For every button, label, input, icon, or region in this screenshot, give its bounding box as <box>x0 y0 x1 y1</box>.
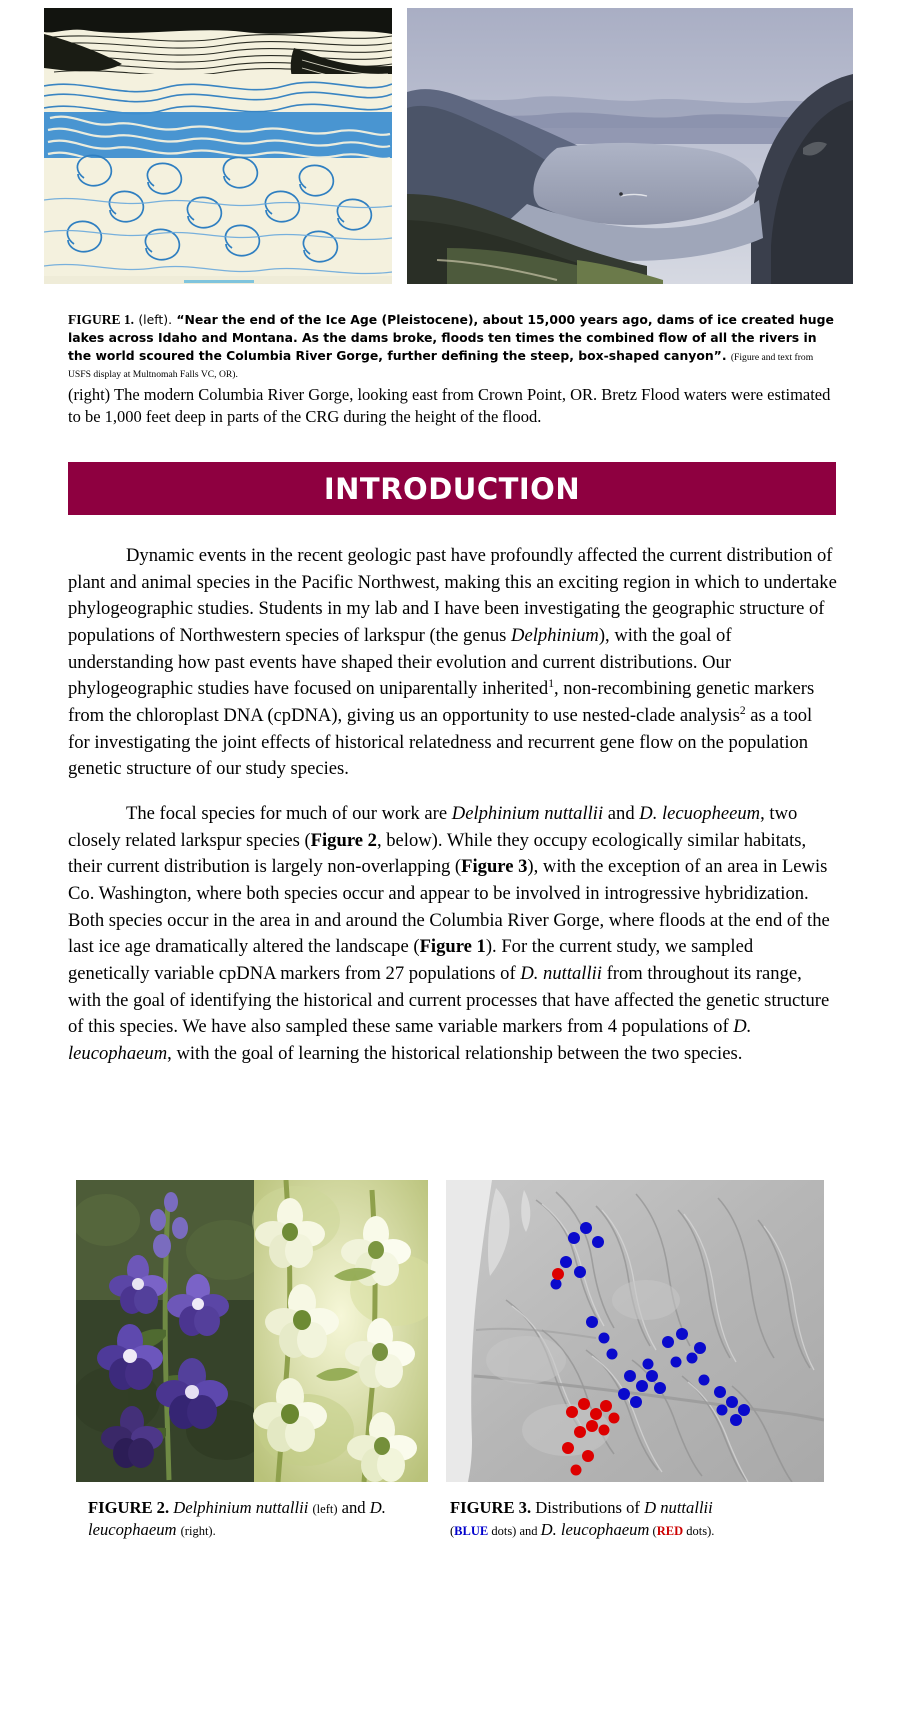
figure-1-images <box>0 8 900 286</box>
p2-part4: , below). While they occupy ecologically similar habitats, their current distribution is largely non-overlapping ( <box>68 829 807 878</box>
section-banner <box>68 462 836 515</box>
p2-part6: ). For the current study, we sampled genetically variable cpDNA markers from 27 populations of <box>68 936 754 985</box>
distribution-map <box>446 1180 824 1482</box>
paragraph-1 <box>68 543 838 783</box>
p2-ref-figure-1: Figure 1 <box>419 936 486 958</box>
figure-2-caption <box>88 1497 424 1541</box>
p2-part7: from throughout its range, with the goal of identifying the historical and current processes that have affected the genetic structure of this species. We have also sampled these same variable markers from 4 populations of <box>68 963 830 1038</box>
figure-2-and: and <box>337 1498 370 1517</box>
figure-1-left-tag: (left). <box>138 312 173 327</box>
figure-1-caption-bottom <box>68 384 836 428</box>
p2-part5: ), with the exception of an area in Lewis Co. Washington, where both species occur and appear to be involved in introgressive hybridization. Both species occur in the area in and around the Columbia River Gorge, where floods at the end of the last ice age dramatically altered the landscape ( <box>68 856 830 958</box>
page-title: INTRODUCTION <box>323 471 581 506</box>
p2-species-nuttallii-2: D. nuttallii <box>520 963 602 985</box>
figure-1-caption <box>68 310 836 428</box>
paragraph-2 <box>68 801 838 1068</box>
figure-2-images <box>76 1180 428 1482</box>
ice-age-flood-illustration <box>44 8 392 284</box>
figure-2-tag-right: (right). <box>180 1523 216 1538</box>
p2-part1: The focal species for much of our work are <box>126 803 452 825</box>
figure-1-right-tag: (right) <box>68 384 111 404</box>
figure-1-source-note: (Figure and text from USFS display at Multnomah Falls VC, OR). <box>68 351 814 381</box>
p1-italic-genus: Delphinium <box>511 625 599 647</box>
figure-3-caption <box>450 1497 822 1541</box>
p2-species-leucophaeum: D. leucophaeum <box>68 1016 752 1065</box>
figure-3-blue-legend: BLUE <box>454 1523 489 1538</box>
p1-footnote-2: 2 <box>739 704 746 717</box>
p2-part3: , two closely related larkspur species ( <box>68 803 798 851</box>
p2-part2: and <box>603 803 640 825</box>
figure-3-text-2: ( <box>450 1523 455 1538</box>
p2-ref-figure-3: Figure 3 <box>461 856 528 878</box>
figure-2-tag-left: (left) <box>312 1502 338 1516</box>
p1-part4: as a tool for investigating the joint effects of historical relatedness and recurrent gene flow on the population genetic structure of our study species. <box>68 705 813 780</box>
figure-2-label: FIGURE 2. <box>88 1498 170 1517</box>
figure-1-quote: “Near the end of the Ice Age (Pleistocene), about 15,000 years ago, dams of ice created huge lakes across Idaho and Montana. As the dams broke, floods ten times the combined flow of all the rivers in the world scoured the Columbia River Gorge, further defining the steep, box-shaped canyon”. <box>68 312 834 363</box>
figure-3-species-2: D. leucophaeum <box>540 1519 650 1539</box>
p1-part3: , non-recombining genetic markers from the chloroplast DNA (cpDNA), giving us an opportunity to use nested-clade analysis <box>68 678 815 727</box>
figure-3-text-1: Distributions of <box>535 1498 645 1517</box>
p2-species-nuttallii: Delphinium nuttallii <box>451 803 604 825</box>
figure-1-right-text: The modern Columbia River Gorge, looking east from Crown Point, OR. Bretz Flood waters were estimated to be 1,000 feet deep in parts of the CRG during the height of the flood. <box>68 384 831 426</box>
p2-part8: , with the goal of learning the historical relationship between the two species. <box>167 1043 743 1065</box>
figure-3-text-5: dots). <box>683 1523 715 1538</box>
figure-1-caption-top <box>68 310 836 382</box>
figure-3-text-4: ( <box>649 1523 657 1538</box>
p2-species-lecuopheeum: D. lecuopheeum <box>639 803 761 825</box>
figure-3-red-legend: RED <box>656 1523 684 1538</box>
figure-3-label: FIGURE 3. <box>450 1498 532 1517</box>
figure-2-species-2: D. leucophaeum <box>88 1498 386 1539</box>
figure-3-species-1: D nuttallii <box>644 1498 713 1517</box>
figure-2-species-1: Delphinium nuttallii <box>173 1498 309 1517</box>
introduction-body <box>68 543 838 1068</box>
p1-part1: Dynamic events in the recent geologic past have profoundly affected the current distribution of plant and animal species in the Pacific Northwest, making this an exciting region in which to undertake phylogeographic studies. Students in my lab and I have been investigating the geographic structure of populations of Northwestern species of larkspur (the genus <box>68 545 837 647</box>
figure-1-label: FIGURE 1. <box>68 312 135 327</box>
p1-part2: ), with the goal of understanding how past events have shaped their evolution and current distributions. Our phylogeographic studies have focused on uniparentally inherited <box>68 625 732 700</box>
figure-3-text-3: dots) and <box>488 1523 541 1538</box>
p2-ref-figure-2: Figure 2 <box>310 829 377 851</box>
columbia-river-gorge-photo <box>407 8 853 284</box>
p1-footnote-1: 1 <box>548 678 554 691</box>
